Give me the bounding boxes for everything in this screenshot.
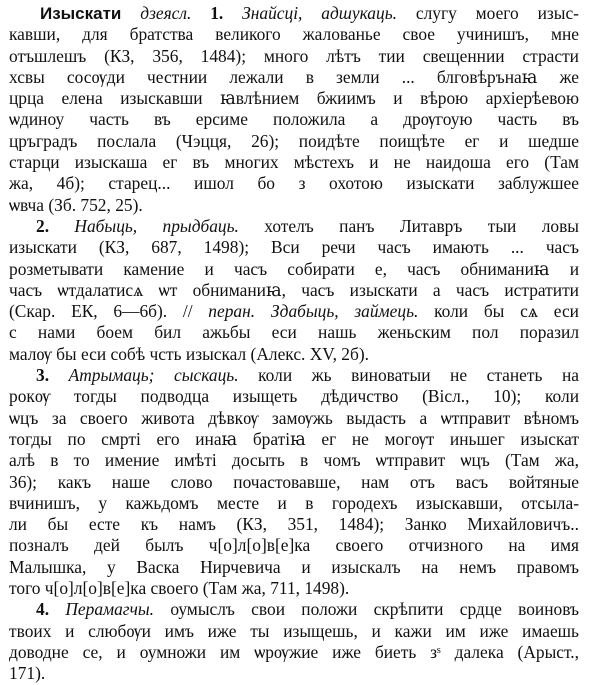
entry-line: твоих и слюбѹи имъ иже ты изыщешь, и кажи им иже имаешь (9, 620, 579, 641)
entry-line: ѡвча (Зб. 752, 25). (9, 194, 143, 215)
entry-line (9, 3, 579, 24)
entry-line: алѣ в то имение имѣті досыть в чомъ ѡтправит ѡцъ (Там жа, (9, 450, 579, 471)
entry-line: цръградъ послала (Чэцця, 26); поидѣте поищѣте ег и шедше (9, 130, 579, 151)
quotation-text: хотелъ панъ Литавръ тыи ловы (264, 215, 579, 236)
entry-line: ѡцъ за своего живота дѣвкѹ замѹжь выдасть а ѡтправит вѣномъ (9, 407, 579, 428)
sense-gloss: Набыць, прыдбаць. (74, 215, 239, 236)
entry-line: того ч[о]л[о]в[е]ка своего (Там жа, 711, 1498). (9, 578, 350, 599)
entry-line: тогды по смрті его инаꙗ братіꙗ ег не могѹт иньшег изыскат (9, 428, 579, 449)
entry-line: ѡдиноу часть въ ерсиме положила а дрѹгоую часть въ (9, 109, 579, 130)
headword: Изыскати (40, 4, 122, 23)
entry-line: рокѹ тогды подводца изыщеть дѣдичство (Вісл., 10); коли (9, 386, 579, 407)
entry-line: Малышка, у Васка Нирчевича и изыскалъ на немъ правомъ (9, 556, 579, 577)
entry-line (9, 216, 579, 237)
entry-line: малѹ бы еси собѣ чсть изыскал (Алекс. XV, 2б). (9, 343, 369, 364)
entry-line (9, 599, 579, 620)
sense-number: 1. (210, 3, 224, 23)
entry-line: изыскати (КЗ, 687, 1498); Вси речи часъ имають ... часъ (9, 237, 579, 258)
sense-gloss: Знайсці, адшукаць. (242, 3, 397, 23)
sense-number: 3. (36, 365, 50, 386)
entry-line: с нами боем бил ажьбы еси нашь женьским пол поразил (9, 322, 579, 343)
sense-gloss: Перамагчы. (65, 599, 155, 620)
entry-line: ли бы есте къ намъ (КЗ, 351, 1484); Занко Михайловичъ.. (9, 514, 579, 535)
entry-line: црца елена изыскавши ꙗвлѣнием бжиимъ и вѣрою архіерѣевою (9, 88, 579, 109)
quotation-text: коли жь виноватыи не станеть на (258, 365, 579, 386)
entry-line (9, 365, 579, 386)
entry-line: жа, 4б); старец... ишол бо з охотою изыскати заблужшее (9, 173, 579, 194)
entry-line: старци изыскаша ег въ многих мѣстехъ и не наидоша его (Там (9, 152, 579, 173)
entry-line: 171). (9, 663, 46, 684)
entry-line: кавши, для братства великого жалованье свое учинишъ, мне (9, 24, 579, 45)
sense-number: 2. (36, 215, 50, 236)
quotation-text: (Скар. ЕК, 6—6б). // (9, 301, 193, 322)
entry-line: вчинишъ, у кажьдомъ месте и в городехъ изыскавши, отсыла- (9, 492, 579, 513)
entry-line: доводне се, и оумножи им ѡрѹжие иже биеть зˢ далека (Арыст., (9, 641, 579, 662)
quotation-text: коли бы сѧ еси (434, 301, 579, 322)
entry-line: отъшлешъ (КЗ, 356, 1484); много лѣтъ тии свещеннии страсти (9, 45, 579, 66)
part-of-speech: дзеясл. (140, 3, 192, 23)
entry-line: 36); какъ наше слово почастовавше, нам отъ васъ войтяные (9, 471, 579, 492)
figurative-label: перан. (208, 301, 256, 322)
entry-line: позналъ дей былъ ч[о]л[о]в[е]ка своего отчизного на имя (9, 535, 579, 556)
sense-number: 4. (36, 599, 50, 620)
entry-line: хсвы сосѹди честнии лежали в земли ... блговѣрънаꙗ же (9, 66, 579, 87)
entry-line: часъ ѡтдалатисѧ ѡт обниманиꙗ, часъ изыскати а часъ истратити (9, 279, 579, 300)
figurative-gloss: Здабыць, займець. (270, 301, 419, 322)
entry-line: розметывати камение и часъ собирати е, часъ обниманиꙗ и (9, 258, 579, 279)
quotation-text: оумыслъ свои положи скрѣпити срдце воиновъ (170, 599, 579, 620)
entry-line (9, 301, 579, 322)
quotation-text: слугу моего изыс- (415, 3, 579, 23)
sense-gloss: Атрымаць; сыскаць. (68, 365, 239, 386)
